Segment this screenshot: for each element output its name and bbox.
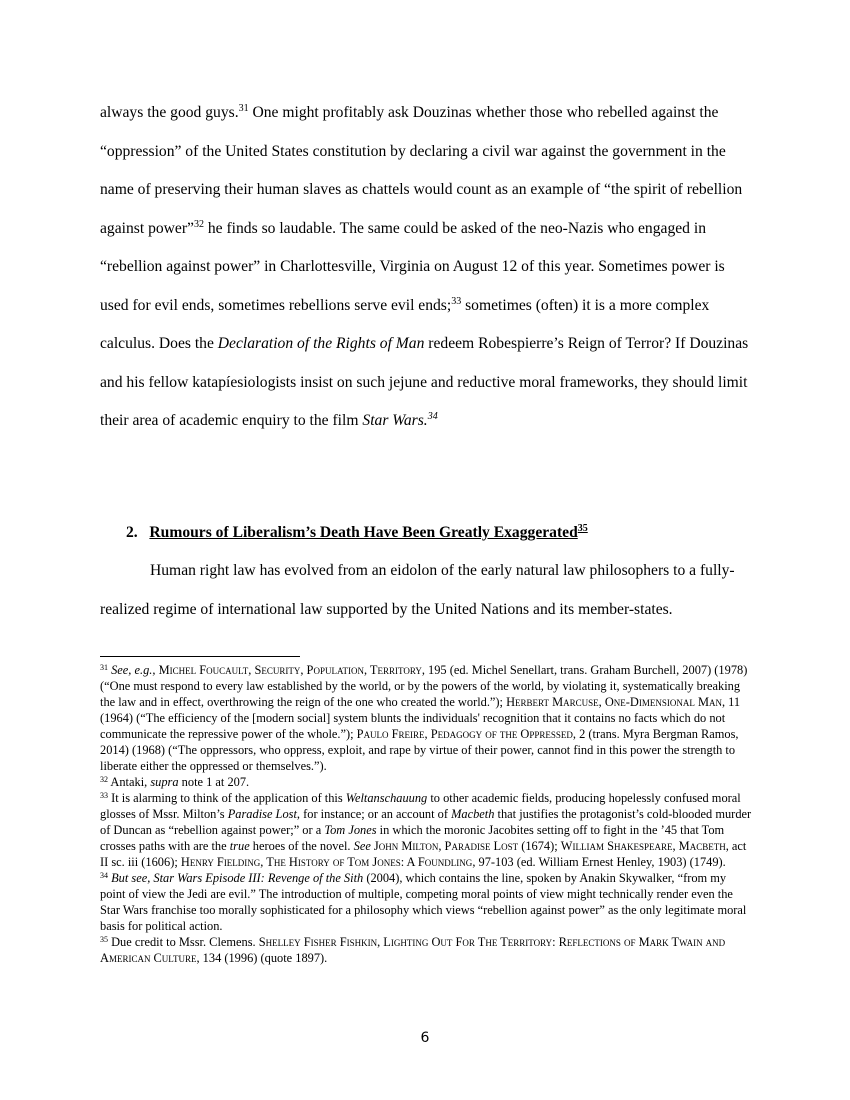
- text-run: that justifies the protagonist’s cold-blooded murder of Duncan as “rebellion against power;” or a: [100, 807, 752, 837]
- signal: See: [353, 839, 371, 853]
- footnote-33: [100, 790, 752, 870]
- footnote-number: 33: [100, 791, 108, 800]
- footnote-ref-33[interactable]: 33: [451, 295, 462, 307]
- text-run: Human right law has evolved from an eidolon of the early natural law philosophers to a fully-realized regime of international law supported by the United Nations and its member-states.: [100, 562, 735, 618]
- text-run: to other academic fields, producing hopelessly confused moral glosses of Mssr. Milton’s: [100, 791, 741, 821]
- text-run: note 1 at 207.: [178, 775, 250, 789]
- author-title: John Milton, Paradise Lost: [370, 839, 519, 853]
- footnote-number: 31: [100, 663, 108, 672]
- italic-term: true: [229, 839, 250, 853]
- author-title: William Shakespeare, Macbeth: [560, 839, 726, 853]
- footnote-number: 34: [100, 871, 108, 880]
- text-run: always the good guys.: [100, 104, 239, 121]
- footnote-32: [100, 774, 752, 790]
- italic-title: Macbeth: [451, 807, 495, 821]
- text-run: , for instance; or an account of: [296, 807, 452, 821]
- text-run: One might profitably ask Douzinas whether those who rebelled against the “oppression” of the United States constitution by declaring a civil war against the government in the name of preserving their human slaves as chattels would count as an example of “the spirit of rebellion against power”: [100, 104, 743, 237]
- footnote-ref-34[interactable]: [428, 411, 438, 422]
- footnote-35: [100, 934, 752, 966]
- text-run: (2004), which contains the line, spoken by Anakin Skywalker, “from my point of view the Jedi are evil.” The introduction of multiple, competing moral points of view might technically render even the Star Wars franchise too morally sophisticated for a philosophy which views “rebellion against power” as the only legitimate moral basis for political action.: [100, 871, 747, 933]
- text-run: in which the moronic Jacobites setting off to fight in the ’45 that Tom crosses paths with are the: [100, 823, 725, 853]
- body-paragraph-2: [100, 552, 752, 629]
- footnote-number: 34: [427, 411, 438, 422]
- section-title: Rumours of Liberalism’s Death Have Been Greatly Exaggerated: [149, 524, 578, 541]
- page-number: 6: [420, 1030, 430, 1046]
- footnote-31: [100, 662, 752, 774]
- footnote-number: 32: [100, 775, 108, 784]
- italic-title: But see, Star Wars Episode III: Revenge of the Sith: [108, 871, 364, 885]
- author-title: Michel Foucault, Security, Population, Territory: [158, 663, 422, 677]
- text-run: It is alarming to think of the application of this: [108, 791, 346, 805]
- footnote-number: 35: [100, 935, 108, 944]
- text-run: , act II sc. iii (1606);: [100, 839, 747, 869]
- author-title: Henry Fielding, The History of Tom Jones: A Foundling: [180, 855, 473, 869]
- signal: See, e.g.,: [111, 663, 156, 677]
- text-run: Antaki,: [108, 775, 151, 789]
- footnote-ref-31[interactable]: 31: [238, 103, 249, 114]
- body-paragraph-1: [100, 94, 752, 441]
- text-run: sometimes (often) it is a more complex calculus. Does the: [100, 296, 710, 352]
- section-heading: [126, 514, 766, 552]
- italic-title: Paradise Lost: [227, 807, 297, 821]
- text-run: Due credit to Mssr. Clemens.: [108, 935, 259, 949]
- text-run: , 195 (ed. Michel Senellart, trans. Graham Burchell, 2007) (1978) (“One must respond to every law established by the world, or by the powers of the world, by violating it, systematically breaking the law and in effect, overthrowing the reign of the one who created the world.”);: [100, 663, 748, 709]
- italic-term: Weltanschauung: [345, 791, 428, 805]
- footnote-ref-32[interactable]: 32: [193, 218, 204, 230]
- text-run: he finds so laudable. The same could be asked of the neo-Nazis who engaged in “rebellion against power” in Charlottesville, Virginia on August 12 of this year. Sometimes power is used for evil ends, sometimes rebellions serve evil ends;: [100, 219, 725, 314]
- author-title: Paulo Freire, Pedagogy of the Oppressed: [356, 727, 573, 741]
- italic-title: Tom Jones: [324, 823, 377, 837]
- section-number: 2.: [126, 524, 138, 541]
- author-title: Shelley Fisher Fishkin, Lighting Out For The Territory: Reflections of Mark Twain and American Culture: [100, 935, 726, 965]
- italic-title: Declaration of the Rights of Man: [217, 335, 425, 352]
- author-title: Herbert Marcuse, One-Dimensional Man: [506, 695, 722, 709]
- text-run: , 2 (trans. Myra Bergman Ramos, 2014) (1968) (“The oppressors, who oppress, exploit, and rape by virtue of their power, cannot find in this power the strength to liberate either the oppressed or themselves.”).: [100, 727, 739, 773]
- footnote-34: [100, 870, 752, 934]
- footnotes: [100, 662, 752, 966]
- text-run: , 11 (1964) (“The efficiency of the [modern social] system blunts the individuals' recognition that it contains no facts which do not communicate the repressive power of the whole.”);: [100, 695, 741, 741]
- text-run: , 97-103 (ed. William Ernest Henley, 1903) (1749).: [472, 855, 726, 869]
- text-run: heroes of the novel.: [249, 839, 354, 853]
- footnote-ref-35[interactable]: 35: [577, 523, 588, 534]
- signal: supra: [150, 775, 179, 789]
- text-run: redeem Robespierre’s Reign of Terror? If Douzinas and his fellow katapíesiologists insist on such jejune and reductive moral frameworks, they should limit their area of academic enquiry to the film: [100, 335, 749, 429]
- text-run: (1674);: [518, 839, 561, 853]
- footnote-separator: [100, 656, 300, 657]
- text-run: , 134 (1996) (quote 1897).: [196, 951, 328, 965]
- italic-title: Star Wars.: [362, 412, 428, 429]
